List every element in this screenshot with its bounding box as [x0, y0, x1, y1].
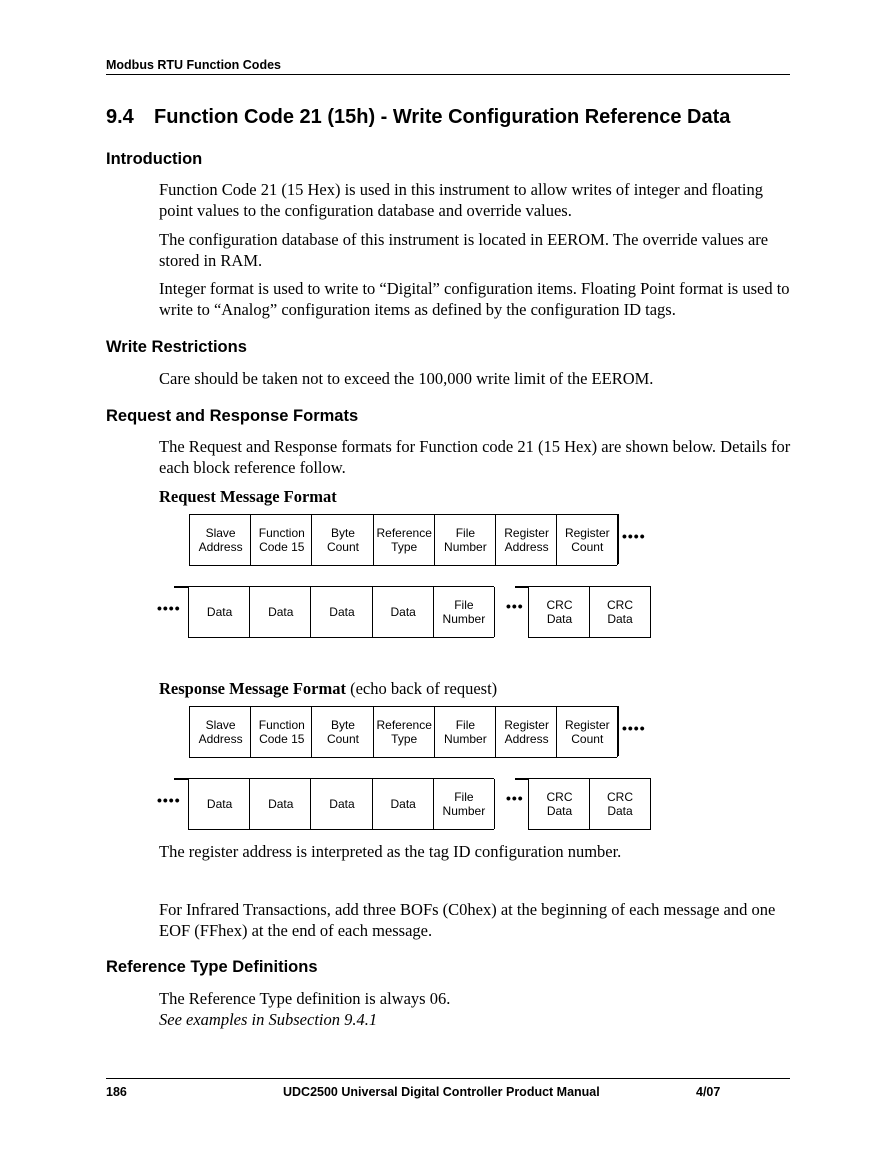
section-number: 9.4: [106, 106, 134, 128]
request-field-label: Reference Type: [376, 526, 432, 554]
request-data-field-2: [310, 587, 372, 637]
response-format-diagram: [0, 706, 892, 832]
response-field-label: File Number: [442, 790, 486, 818]
response-field-label: Reference Type: [376, 718, 432, 746]
response-field-label: Function Code 15: [258, 718, 305, 746]
request-format-diagram: [0, 514, 892, 640]
response-field-2: [311, 707, 373, 757]
request-field-label: Data: [206, 605, 233, 619]
response-field-6: [556, 707, 618, 757]
request-field-5: [495, 515, 557, 565]
write-restrictions-heading: Write Restrictions: [106, 338, 247, 356]
request-field-label: Data: [268, 605, 294, 619]
response-data-field-2: [310, 779, 372, 829]
response-crc-field-0: [528, 779, 590, 829]
request-field-1: [250, 515, 312, 565]
request-row-2-ellipsis: ••••: [157, 600, 181, 616]
request-field-label: CRC Data: [546, 598, 573, 626]
response-continuation-mark: [617, 706, 619, 756]
request-crc-field-1: [589, 587, 651, 637]
response-field-label: Slave Address: [198, 718, 243, 746]
response-field-0: [189, 707, 251, 757]
request-row-1-ellipsis: ••••: [622, 528, 646, 544]
request-field-label: Slave Address: [198, 526, 243, 554]
response-field-label: File Number: [444, 718, 487, 746]
request-format-label: Request Message Format: [159, 487, 337, 506]
response-field-label: Register Count: [564, 718, 610, 746]
write-restrictions-paragraph: Care should be taken not to exceed the 100,000 write limit of the EEROM.: [159, 369, 654, 388]
footer-page-number: 186: [106, 1085, 127, 1099]
section-title: Function Code 21 (15h) - Write Configuration Reference Data: [154, 106, 731, 128]
running-header-title: Modbus RTU Function Codes: [106, 58, 281, 72]
response-field-3: [373, 707, 435, 757]
response-crc-field-1: [589, 779, 651, 829]
response-format-label: [159, 678, 799, 699]
response-row-2-data: [188, 778, 494, 830]
intro-paragraph-1: Function Code 21 (15 Hex) is used in this instrument to allow writes of integer and floating point values to the configuration database and override values.: [159, 180, 763, 220]
request-field-label: Function Code 15: [258, 526, 305, 554]
introduction-heading: Introduction: [106, 150, 203, 168]
infrared-note: For Infrared Transactions, add three BOFs (C0hex) at the beginning of each message and one EOF (FFhex) at the end of each message.: [159, 900, 776, 940]
request-row-1: [189, 514, 617, 566]
intro-paragraph-2: The configuration database of this instrument is located in EEROM. The override values are stored in RAM.: [159, 230, 769, 270]
response-row-1: [189, 706, 617, 758]
footer-date: 4/07: [696, 1085, 721, 1099]
request-data-field-1: [249, 587, 311, 637]
response-data-field-3: [372, 779, 434, 829]
request-row-2-crc: [528, 586, 651, 638]
request-data-field-4: [433, 587, 495, 637]
response-field-label: Byte Count: [326, 718, 359, 746]
response-data-field-4: [433, 779, 495, 829]
reference-type-heading: Reference Type Definitions: [106, 958, 318, 976]
footer-rule: [106, 1078, 790, 1079]
request-row-2-lead-2: [515, 586, 529, 588]
request-field-0: [189, 515, 251, 565]
response-field-label: CRC Data: [546, 790, 573, 818]
response-format-note: (echo back of request): [345, 679, 498, 698]
response-row-2-lead: [174, 778, 189, 780]
section-heading: [106, 106, 730, 129]
response-field-4: [434, 707, 496, 757]
reference-type-see-also: See examples in Subsection 9.4.1: [159, 1010, 378, 1029]
request-continuation-mark: [617, 514, 619, 564]
request-data-field-0: [188, 587, 250, 637]
response-row-1-ellipsis: ••••: [622, 720, 646, 736]
header-rule: [106, 74, 790, 75]
request-field-label: Register Count: [564, 526, 610, 554]
response-row-2-lead-2: [515, 778, 529, 780]
response-field-label: Data: [206, 797, 233, 811]
response-field-label: Register Address: [504, 718, 549, 746]
request-field-label: Byte Count: [326, 526, 359, 554]
request-field-4: [434, 515, 496, 565]
request-field-2: [311, 515, 373, 565]
request-field-6: [556, 515, 618, 565]
request-field-label: File Number: [442, 598, 486, 626]
request-crc-field-0: [528, 587, 590, 637]
request-row-2-data: [188, 586, 494, 638]
request-field-label: Data: [329, 605, 355, 619]
response-data-field-1: [249, 779, 311, 829]
formats-paragraph: The Request and Response formats for Function code 21 (15 Hex) are shown below. Details for each block reference follow.: [159, 437, 791, 477]
response-field-label: Data: [329, 797, 355, 811]
request-row-2-mid-ellipsis: •••: [506, 598, 524, 614]
response-field-5: [495, 707, 557, 757]
reference-type-paragraph: The Reference Type definition is always 06.: [159, 989, 451, 1008]
response-row-2-crc: [528, 778, 651, 830]
request-data-field-3: [372, 587, 434, 637]
formats-heading: Request and Response Formats: [106, 407, 359, 425]
request-field-3: [373, 515, 435, 565]
request-field-label: Data: [390, 605, 416, 619]
response-row-2-mid-ellipsis: •••: [506, 790, 524, 806]
request-field-label: File Number: [444, 526, 487, 554]
intro-paragraph-3: Integer format is used to write to “Digital” configuration items. Floating Point format is used to write to “Analog” configuration items as defined by the configuration ID tags.: [159, 279, 790, 319]
response-data-field-0: [188, 779, 250, 829]
response-row-2-ellipsis: ••••: [157, 792, 181, 808]
response-field-label: CRC Data: [607, 790, 633, 818]
request-field-label: CRC Data: [607, 598, 633, 626]
response-format-label-bold: Response Message Format: [159, 679, 346, 698]
register-address-note: The register address is interpreted as the tag ID configuration number.: [159, 842, 622, 861]
footer-manual-title: UDC2500 Universal Digital Controller Product Manual: [283, 1085, 600, 1099]
response-field-label: Data: [390, 797, 416, 811]
response-field-1: [250, 707, 312, 757]
response-field-label: Data: [268, 797, 294, 811]
request-row-2-lead: [174, 586, 189, 588]
request-field-label: Register Address: [504, 526, 549, 554]
